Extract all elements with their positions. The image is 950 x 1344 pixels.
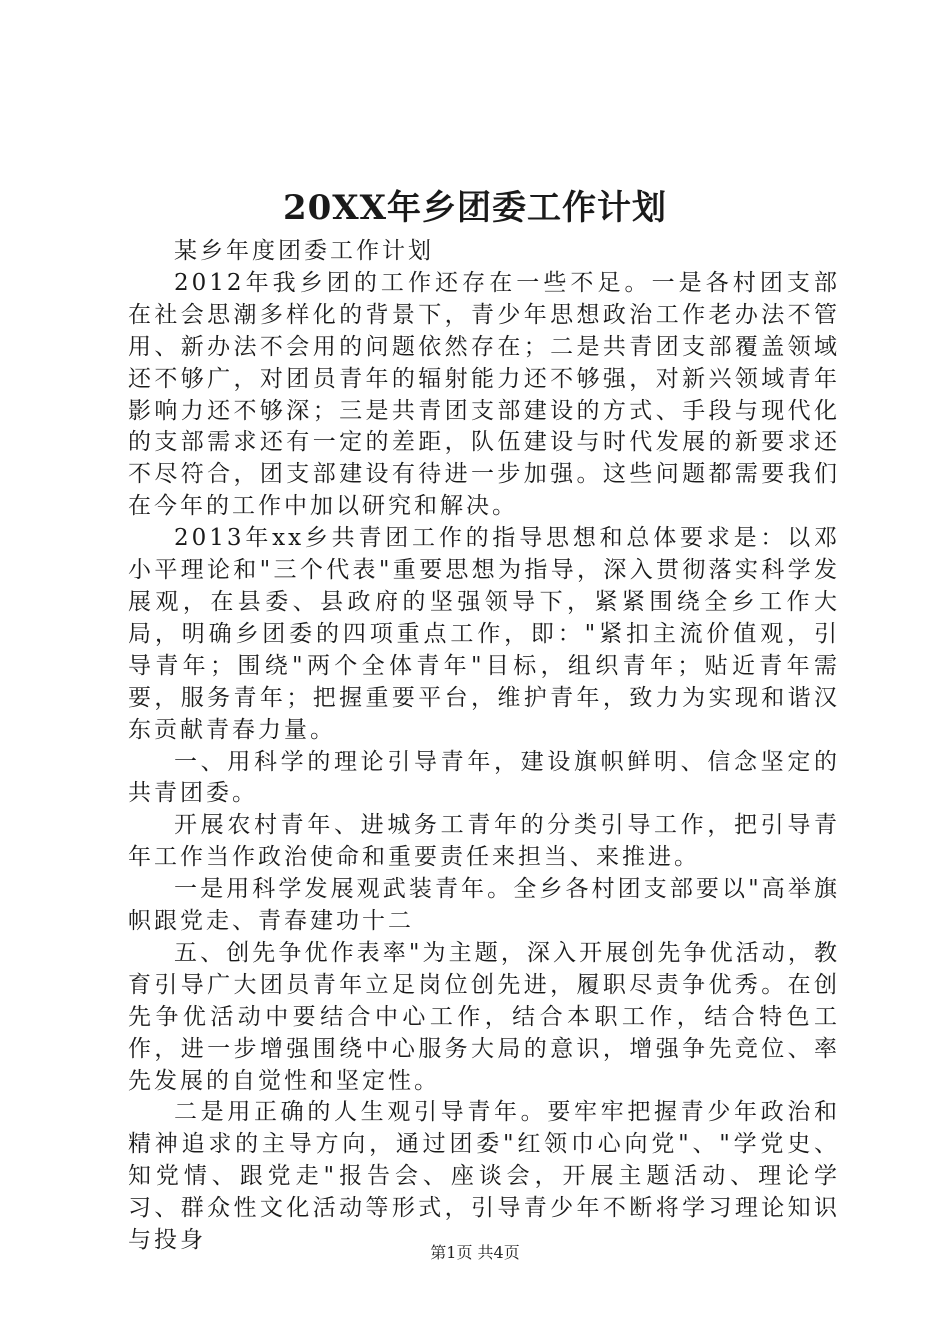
paragraph-classified-guidance: 开展农村青年、进城务工青年的分类引导工作，把引导青年工作当作政治使命和重要责任来担当、来推进。 [128,812,840,871]
paragraph-guiding-thought: 2013年xx乡共青团工作的指导思想和总体要求是：以邓小平理论和"三个代表"重要思想为指导，深入贯彻落实科学发展观，在县委、县政府的坚强领导下，紧紧围绕全乡工作大局，明确乡团委的四项重点工作，即："紧扣主流价值观，引导青年；围绕"两个全体青年"目标，组织青年；贴近青年需要，服务青年；把握重要平台，维护青年，致力为实现和谐汉东贡献青春力量。 [128,525,840,743]
document-title: 20XX年乡团委工作计划 [282,188,668,228]
paragraph-point-two: 二是用正确的人生观引导青年。要牢牢把握青少年政治和精神追求的主导方向，通过团委"红领巾心向党"、"学党史、知党情、跟党走"报告会、座谈会，开展主题活动、理论学习、群众性文化活动等形式，引导青少年不断将学习理论知识与投身 [128,1099,840,1254]
paragraph-subtitle: 某乡年度团委工作计划 [174,238,434,264]
paragraph-section-one: 一、用科学的理论引导青年，建设旗帜鲜明、信念坚定的共青团委。 [128,748,840,807]
paragraph-point-five: 五、创先争优作表率"为主题，深入开展创先争优活动，教育引导广大团员青年立足岗位创先进，履职尽责争优秀。在创先争优活动中要结合中心工作，结合本职工作，结合特色工作，进一步增强围绕中心服务大局的意识，增强争先竞位、率先发展的自觉性和坚定性。 [128,939,840,1094]
paragraph-point-one: 一是用科学发展观武装青年。全乡各村团支部要以"高举旗帜跟党走、青春建功十二 [128,876,840,935]
paragraph-shortcomings: 2012年我乡团的工作还存在一些不足。一是各村团支部在社会思潮多样化的背景下，青少年思想政治工作老办法不管用、新办法不会用的问题依然存在；二是共青团支部覆盖领域还不够广，对团员青年的辐射能力还不够强，对新兴领域青年影响力还不够深；三是共青团支部建设的方式、手段与现代化的支部需求还有一定的差距，队伍建设与时代发展的新要求还不尽符合，团支部建设有待进一步加强。这些问题都需要我们在今年的工作中加以研究和解决。 [128,269,840,520]
page-footer: 第1页 共4页 [430,1243,520,1262]
document-body [128,236,840,1257]
